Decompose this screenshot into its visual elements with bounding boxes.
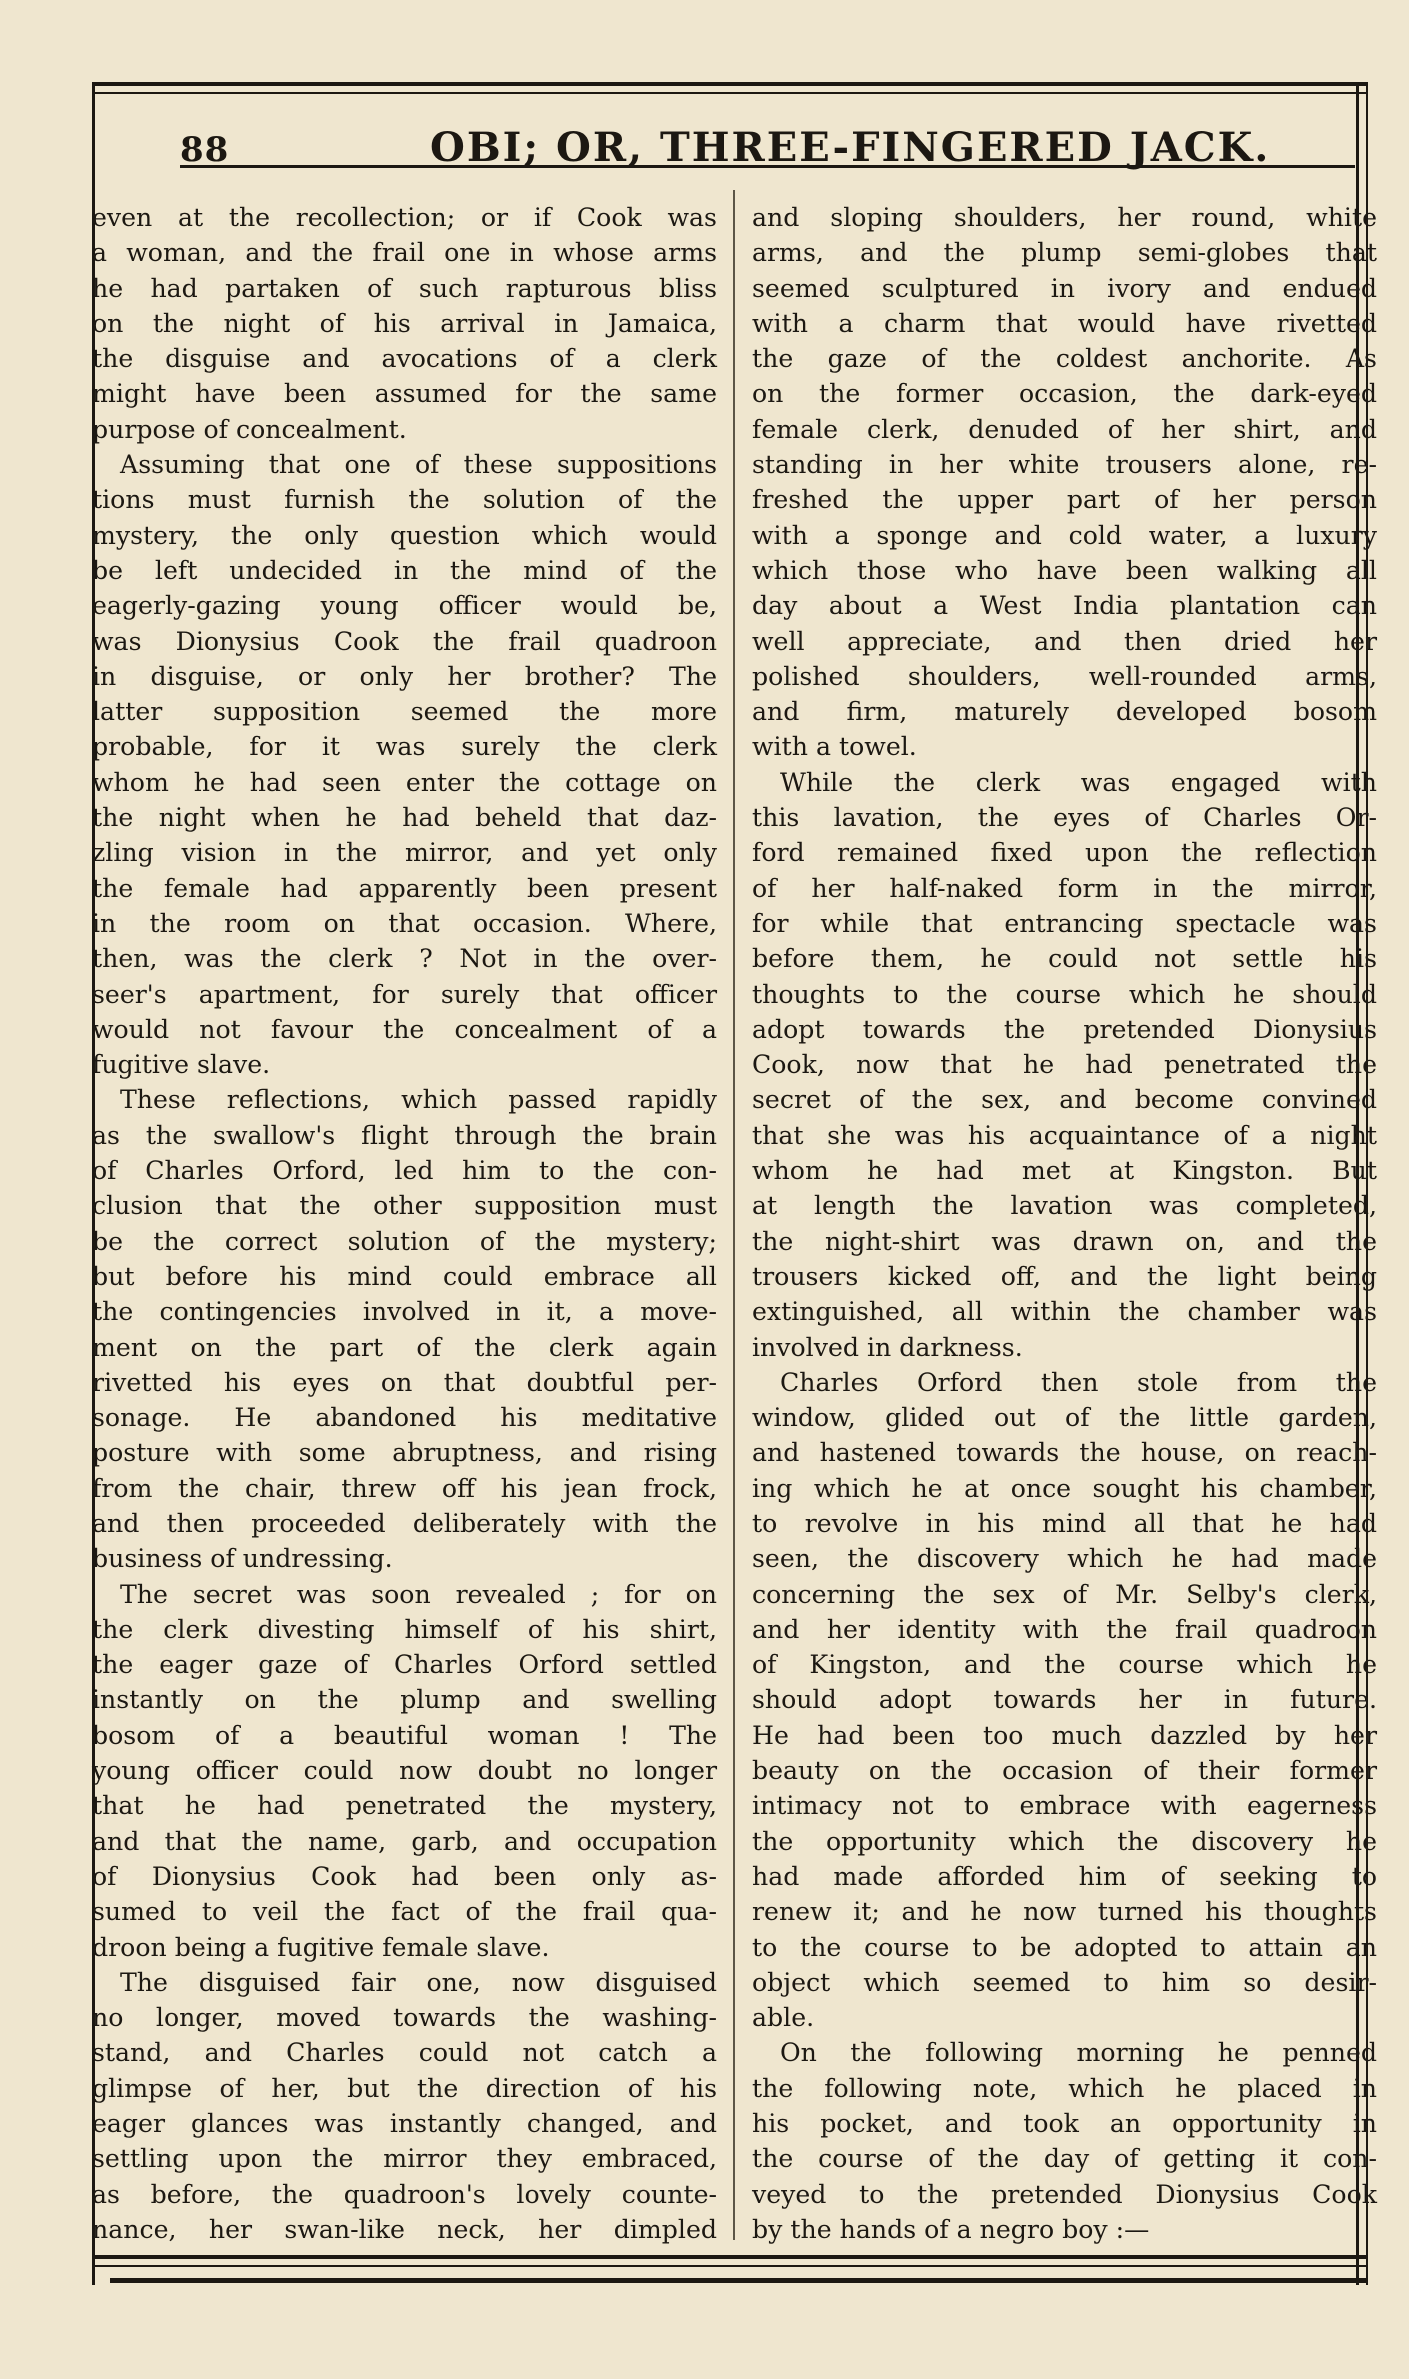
left-column-line: fugitive slave. <box>92 1050 271 1080</box>
right-column-line: seen, the discovery which he had made <box>752 1544 1377 1574</box>
bottom-rule-thin <box>95 2265 1368 2267</box>
right-column-line: seemed sculptured in ivory and endued <box>752 273 1377 303</box>
top-rule-thin <box>92 92 1368 94</box>
left-column-line: bosom of a beautiful woman ! The <box>92 1720 717 1750</box>
left-column-line: tions must furnish the solution of the <box>92 485 717 515</box>
right-column-line: object which seemed to him so desir- <box>752 1967 1377 1997</box>
right-column-line: the night-shirt was drawn on, and the <box>752 1226 1377 1256</box>
left-column-line: Assuming that one of these suppositions <box>120 450 717 480</box>
left-column-line: might have been assumed for the same <box>92 379 717 409</box>
left-column-line: The secret was soon revealed ; for on <box>120 1579 717 1609</box>
left-column-line: the disguise and avocations of a clerk <box>92 344 717 374</box>
right-column-line: ing which he at once sought his chamber, <box>752 1473 1377 1503</box>
left-column-line: the night when he had beheld that daz- <box>92 803 717 833</box>
left-column-line: and then proceeded deliberately with the <box>92 1508 717 1538</box>
right-column-line: with a charm that would have rivetted <box>752 308 1377 338</box>
left-column-line: probable, for it was surely the clerk <box>92 732 717 762</box>
left-column-line: be left undecided in the mind of the <box>92 555 717 585</box>
right-column-line: Cook, now that he had penetrated the <box>752 1050 1377 1080</box>
right-column-line: On the following morning he penned <box>780 2038 1377 2068</box>
right-column-line: freshed the upper part of her person <box>752 485 1377 515</box>
left-column-line: droon being a fugitive female slave. <box>92 1932 550 1962</box>
left-column-line: sumed to veil the fact of the frail qua- <box>92 1897 717 1927</box>
right-column-line: standing in her white trousers alone, re- <box>752 450 1377 480</box>
right-column-line: While the clerk was engaged with <box>780 767 1377 797</box>
bottom-rule-heavy <box>110 2278 1368 2283</box>
right-column-line: had made afforded him of seeking to <box>752 1861 1377 1891</box>
right-column-line: at length the lavation was completed, <box>752 1191 1377 1221</box>
left-column-line: purpose of concealment. <box>92 414 407 444</box>
left-column-line: settling upon the mirror they embraced, <box>92 2144 717 2174</box>
left-column-line: he had partaken of such rapturous bliss <box>92 273 717 303</box>
column-divider <box>733 190 735 2240</box>
right-column-line: the opportunity which the discovery he <box>752 1826 1377 1856</box>
left-column-line: no longer, moved towards the washing- <box>92 2003 717 2033</box>
right-column-line: for while that entrancing spectacle was <box>752 908 1377 938</box>
left-column-line: The disguised fair one, now disguised <box>120 1967 717 1997</box>
left-column-line: of Dionysius Cook had been only as- <box>92 1861 717 1891</box>
left-column-line: on the night of his arrival in Jamaica, <box>92 308 717 338</box>
left-column-line: business of undressing. <box>92 1544 393 1574</box>
right-column-line: concerning the sex of Mr. Selby's clerk, <box>752 1579 1377 1609</box>
left-column-line: as before, the quadroon's lovely counte- <box>92 2179 717 2209</box>
left-column-line: the contingencies involved in it, a move- <box>92 1297 717 1327</box>
right-column-line: and hastened towards the house, on reach- <box>752 1438 1377 1468</box>
left-column-line: zling vision in the mirror, and yet only <box>92 838 717 868</box>
left-column-line: the female had apparently been present <box>92 873 717 903</box>
left-column-line: the clerk divesting himself of his shirt, <box>92 1614 717 1644</box>
left-column-line: be the correct solution of the mystery; <box>92 1226 717 1256</box>
right-column-line: to revolve in his mind all that he had <box>752 1508 1377 1538</box>
right-column-line: intimacy not to embrace with eagerness <box>752 1791 1377 1821</box>
right-column-line: before them, he could not settle his <box>752 944 1377 974</box>
left-column-line: instantly on the plump and swelling <box>92 1685 717 1715</box>
left-column-line: of Charles Orford, led him to the con- <box>92 1156 717 1186</box>
left-column-line: but before his mind could embrace all <box>92 1261 717 1291</box>
right-column-line: He had been too much dazzled by her <box>752 1720 1377 1750</box>
right-column-line: involved in darkness. <box>752 1332 1023 1362</box>
right-column-line: the following note, which he placed in <box>752 2073 1377 2103</box>
top-rule-thick <box>92 82 1368 86</box>
right-column-line: secret of the sex, and become convined <box>752 1085 1377 1115</box>
running-title: OBI; OR, THREE-FINGERED JACK. <box>430 124 1271 171</box>
left-column-line: as the swallow's flight through the brain <box>92 1120 717 1150</box>
left-column-line: eagerly-gazing young officer would be, <box>92 591 717 621</box>
right-column-line: and her identity with the frail quadroon <box>752 1614 1377 1644</box>
left-column-line: clusion that the other supposition must <box>92 1191 717 1221</box>
left-column-line: in disguise, or only her brother? The <box>92 661 717 691</box>
right-column-line: his pocket, and took an opportunity in <box>752 2109 1377 2139</box>
right-column-line: and firm, maturely developed bosom <box>752 697 1377 727</box>
right-column-line: the course of the day of getting it con- <box>752 2144 1377 2174</box>
left-column-line: a woman, and the frail one in whose arms <box>92 238 717 268</box>
right-column-line: day about a West India plantation can <box>752 591 1377 621</box>
left-column-line: from the chair, threw off his jean frock, <box>92 1473 717 1503</box>
left-column-line: latter supposition seemed the more <box>92 697 717 727</box>
right-column-line: adopt towards the pretended Dionysius <box>752 1014 1377 1044</box>
right-column-line: able. <box>752 2003 815 2033</box>
right-column-line: female clerk, denuded of her shirt, and <box>752 414 1377 444</box>
left-column-line: mystery, the only question which would <box>92 520 717 550</box>
right-column-line: trousers kicked off, and the light being <box>752 1261 1377 1291</box>
right-column <box>752 200 1377 2247</box>
right-column-line: Charles Orford then stole from the <box>780 1367 1377 1397</box>
left-column-line: would not favour the concealment of a <box>92 1014 717 1044</box>
right-column-line: veyed to the pretended Dionysius Cook <box>752 2179 1377 2209</box>
left-column <box>92 200 717 2247</box>
left-column-line: These reflections, which passed rapidly <box>120 1085 717 1115</box>
right-column-line: extinguished, all within the chamber was <box>752 1297 1377 1327</box>
right-column-line: beauty on the occasion of their former <box>752 1756 1377 1786</box>
left-column-line: eager glances was instantly changed, and <box>92 2109 717 2139</box>
right-column-line: to the course to be adopted to attain an <box>752 1932 1377 1962</box>
right-column-line: and sloping shoulders, her round, white <box>752 203 1377 232</box>
left-column-line: seer's apartment, for surely that officer <box>92 979 717 1009</box>
running-header <box>100 118 1360 178</box>
left-column-line: was Dionysius Cook the frail quadroon <box>92 626 717 656</box>
right-column-line: window, glided out of the little garden, <box>752 1403 1377 1433</box>
left-column-line: and that the name, garb, and occupation <box>92 1826 717 1856</box>
left-column-line: young officer could now doubt no longer <box>92 1756 717 1786</box>
left-column-line: then, was the clerk ? Not in the over- <box>92 944 717 974</box>
left-column-line: ment on the part of the clerk again <box>92 1332 717 1362</box>
right-column-line: arms, and the plump semi-globes that <box>752 238 1377 268</box>
left-column-line: posture with some abruptness, and rising <box>92 1438 717 1468</box>
right-column-line: on the former occasion, the dark-eyed <box>752 379 1377 409</box>
bottom-rule-thick <box>95 2255 1368 2259</box>
page-number: 88 <box>180 130 230 170</box>
right-column-line: polished shoulders, well-rounded arms, <box>752 661 1377 691</box>
left-column-line: that he had penetrated the mystery, <box>92 1791 717 1821</box>
right-column-line: with a sponge and cold water, a luxury <box>752 520 1377 550</box>
right-column-line: that she was his acquaintance of a night <box>752 1120 1377 1150</box>
right-column-line: of Kingston, and the course which he <box>752 1650 1377 1680</box>
right-column-line: thoughts to the course which he should <box>752 979 1377 1009</box>
right-column-line: ford remained fixed upon the reflection <box>752 838 1377 868</box>
right-column-line: should adopt towards her in future. <box>752 1685 1377 1715</box>
right-column-line: this lavation, the eyes of Charles Or- <box>752 803 1377 833</box>
right-column-line: of her half-naked form in the mirror, <box>752 873 1377 903</box>
right-column-line: which those who have been walking all <box>752 555 1377 585</box>
left-column-line: glimpse of her, but the direction of his <box>92 2073 717 2103</box>
right-column-line: well appreciate, and then dried her <box>752 626 1377 656</box>
right-column-line: with a towel. <box>752 732 917 762</box>
left-column-line: sonage. He abandoned his meditative <box>92 1403 717 1433</box>
left-column-line: in the room on that occasion. Where, <box>92 908 717 938</box>
right-column-line: whom he had met at Kingston. But <box>752 1156 1377 1186</box>
left-column-line: rivetted his eyes on that doubtful per- <box>92 1367 717 1397</box>
left-column-line: stand, and Charles could not catch a <box>92 2038 717 2068</box>
left-column-line: nance, her swan-like neck, her dimpled <box>92 2214 717 2244</box>
left-column-line: even at the recollection; or if Cook was <box>92 203 717 232</box>
left-column-line: the eager gaze of Charles Orford settled <box>92 1650 717 1680</box>
right-column-line: the gaze of the coldest anchorite. As <box>752 344 1377 374</box>
right-column-line: renew it; and he now turned his thoughts <box>752 1897 1377 1927</box>
right-column-line: by the hands of a negro boy :— <box>752 2214 1150 2244</box>
left-column-line: whom he had seen enter the cottage on <box>92 767 717 797</box>
